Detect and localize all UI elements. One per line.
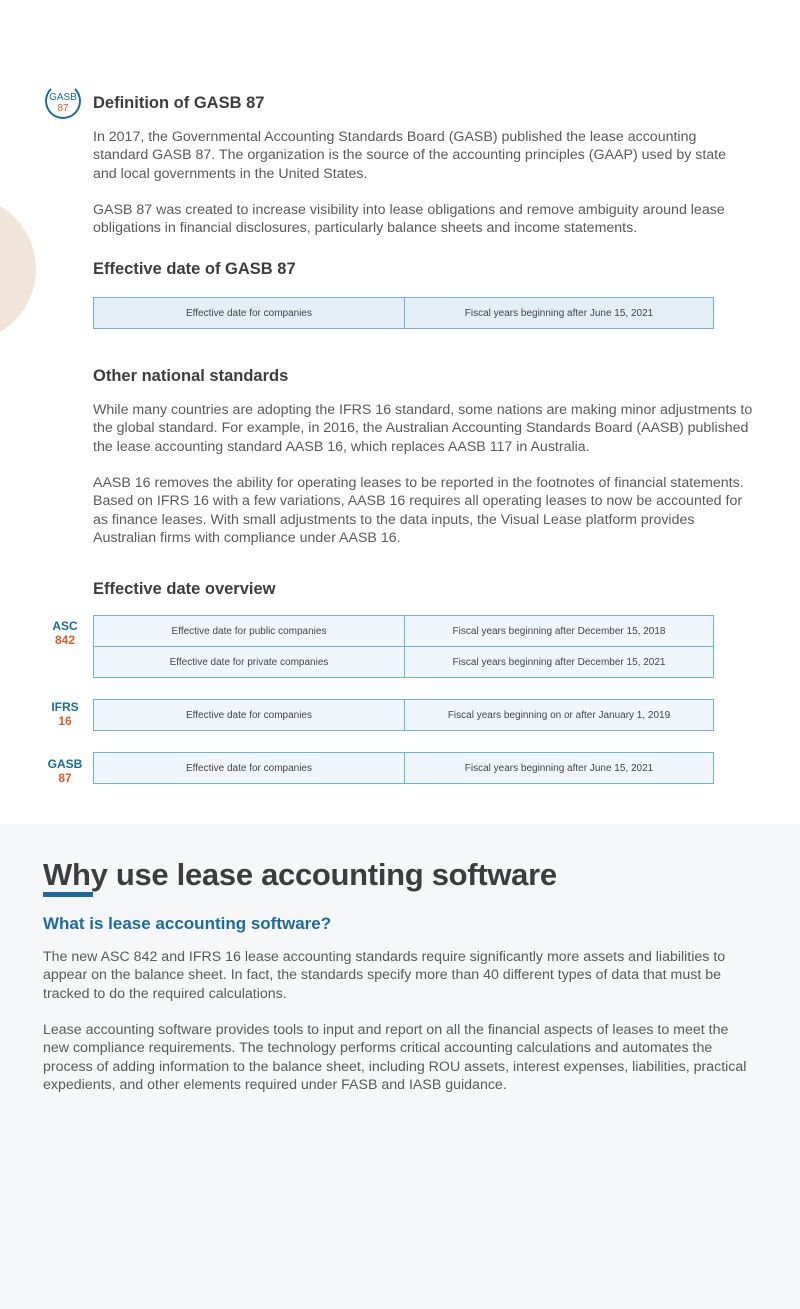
asc-842-table: [93, 615, 714, 678]
other-standards-title: Other national standards: [93, 367, 289, 385]
gasb-paragraph-2: GASB 87 was created to increase visibility into lease obligations and remove ambiguity around lease obligations in financial disclosures, particularly balance sheets and income statements.: [93, 202, 725, 237]
decorative-circle: [0, 196, 36, 342]
badge-bottom-text: 87: [57, 103, 69, 114]
other-paragraph-2: AASB 16 removes the ability for operating leases to be reported in the footnotes of financial statements. Based on IFRS 16 with a few variations, AASB 16 requires all operating leases to now be accounted for as finance leases. With small adjustments to the data inputs, the Visual Lease platform provides Australian firms with compliance under AASB 16.: [93, 475, 744, 546]
gasb-87-table: [93, 752, 714, 784]
table-cell-label: Effective date for private companies: [94, 647, 405, 678]
table-cell-label: Effective date for companies: [94, 298, 405, 329]
heading-underline: [43, 892, 93, 897]
table-cell-value: Fiscal years beginning after June 15, 2021: [405, 753, 714, 784]
ifrs-16-label: IFRS 16: [51, 700, 79, 728]
table-row: [94, 700, 714, 731]
gasb-paragraph-1: In 2017, the Governmental Accounting Standards Board (GASB) published the lease accounting standard GASB 87. The organization is the source of the accounting principles (GAAP) used by state and local governments in the United States.: [93, 129, 727, 182]
table-cell-value: Fiscal years beginning after December 15, 2021: [405, 647, 714, 678]
table-row: [94, 616, 714, 647]
gasb-effective-title: Effective date of GASB 87: [93, 260, 296, 278]
other-paragraph-1: While many countries are adopting the IFRS 16 standard, some nations are making minor adjustments to the global standard. For example, in 2016, the Australian Accounting Standards Board (AASB) published the lease accounting standard AASB 16, which replaces AASB 117 in Australia.: [93, 402, 753, 455]
gasb-87-label: GASB 87: [47, 757, 83, 785]
badge-top-text: GASB: [49, 92, 77, 103]
table-row: [94, 647, 714, 678]
asc-842-label: ASC 842: [52, 619, 78, 647]
table-row: [94, 298, 714, 329]
table-cell-label: Effective date for companies: [94, 700, 405, 731]
table-cell-value: Fiscal years beginning on or after January 1, 2019: [405, 700, 714, 731]
overview-title: Effective date overview: [93, 580, 276, 598]
gasb-definition-title: Definition of GASB 87: [93, 94, 265, 112]
why-paragraph-2: Lease accounting software provides tools to input and report on all the financial aspects of leases to meet the new compliance requirements. The technology performs critical accounting calculations and automates the process of adding information to the balance sheet, including ROU assets, interest expenses, liabilities, practical expedients, and other elements required under FASB and IASB guidance.: [43, 1022, 747, 1093]
table-row: [94, 753, 714, 784]
ifrs-16-table: [93, 699, 714, 731]
table-cell-label: Effective date for companies: [94, 753, 405, 784]
table-cell-value: Fiscal years beginning after December 15, 2018: [405, 616, 714, 647]
why-heading: Why use lease accounting software: [43, 857, 557, 892]
why-subheading: What is lease accounting software?: [43, 914, 332, 933]
gasb-effective-table: [93, 297, 714, 329]
table-cell-label: Effective date for public companies: [94, 616, 405, 647]
gasb-87-badge-icon: [45, 83, 81, 119]
table-cell-value: Fiscal years beginning after June 15, 2021: [405, 298, 714, 329]
why-paragraph-1: The new ASC 842 and IFRS 16 lease accounting standards require significantly more assets and liabilities to appear on the balance sheet. In fact, the standards specify more than 40 different types of data that must be tracked to do the required calculations.: [43, 949, 726, 1002]
